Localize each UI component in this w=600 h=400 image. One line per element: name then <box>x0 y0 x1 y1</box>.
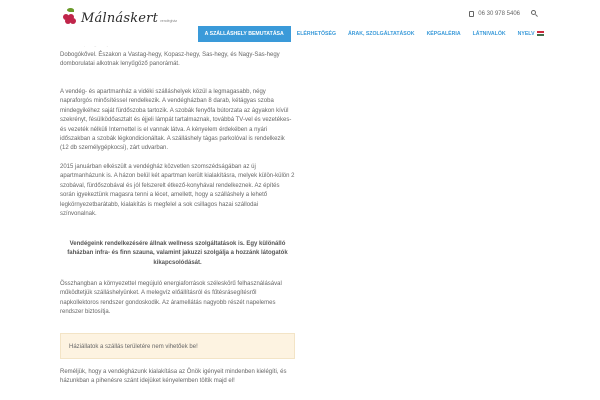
contact-bar <box>469 11 520 17</box>
phone-number[interactable]: 06 30 978 5406 <box>478 11 520 17</box>
main-nav <box>198 26 544 42</box>
paragraph-location: Dobogókővel. Északon a Vastag-hegy, Kopasz-hegy, Sas-hegy, és Nagy-Sas-hegy domborulatai alkotnak lenyűgöző panorámát. <box>60 52 280 68</box>
nav-item-gallery[interactable]: KÉPGALÉRIA <box>426 31 461 37</box>
paragraph-apartments: 2015 januárban elkészült a vendégház közvetlen szomszédságában az új apartmanházunk is. A házon belül két apartman került kialakításra, melyek külön-külön 2 szobával, fürdőszobával és jól felszerelt étkező-konyhával rendelkeznek. Az építés során igyekeztünk magasra tenni a lécet, amellett, hogy a szálláshely a lehető legkörnyezetbarátabb, kialakítás is megfelel a sok csillagos hazai szállodai színvonalnak. <box>60 164 295 218</box>
language-label: NYELV <box>517 31 535 37</box>
paragraph-wellness: Vendégeink rendelkezésére állnak wellness szolgáltatások is. Egy különálló faházban infra- és finn szauna, valamint jakuzzi szolgálja a hozzánk látogatók kikapcsolódását. <box>67 241 288 266</box>
logo-text: Málnáskert <box>81 10 159 26</box>
paragraph-closing: Reméljük, hogy a vendégházunk kialakítása az Önök igényeit mindenben kielégíti, és házunkban a pihenésre szánt idejüket kényelemben töltik majd el! <box>60 369 287 385</box>
logo[interactable] <box>62 10 177 26</box>
site-header <box>0 0 600 46</box>
nav-item-sights[interactable]: LÁTNIVALÓK <box>472 31 506 37</box>
raspberry-logo-icon <box>62 10 78 26</box>
phone-icon <box>469 11 474 17</box>
pet-notice: Háziállatok a szállás területére nem vihetőek be! <box>60 333 295 359</box>
logo-subtitle: vendégház <box>160 19 178 23</box>
nav-item-language[interactable] <box>512 26 544 42</box>
nav-item-contact[interactable]: ELÉRHETŐSÉG <box>296 31 336 37</box>
paragraph-energy: Összhangban a környezettel megújuló energiaforrások széleskörű felhasználásával működtetjük szálláshelyünket. A melegvíz előállításról és fűtésrásegítésről napkollektoros rendszer gondoskodik. Az áramellátás nagyobb részét napelemes rendszer biztosítja. <box>60 281 282 316</box>
nav-item-introduction[interactable]: A SZÁLLÁSHELY BEMUTATÁSA <box>198 26 291 42</box>
hungarian-flag-icon <box>537 31 544 36</box>
search-icon[interactable] <box>531 10 538 17</box>
nav-item-prices[interactable]: ÁRAK, SZOLGÁLTATÁSOK <box>347 31 415 37</box>
paragraph-guesthouse: A vendég- és apartmanház a vidéki szálláshelyek közül a legmagasabb, négy napraforgós minősítéssel rendelkezik. A vendégházban 8 darab, kétágyas szoba mindegyikéhez saját fürdőszoba tartozik. A szobák fenyőfa bútorzata az ágyakon kívül szekrényt, fésülködőasztalt és éjjeli lámpát tartalmaznak, továbbá TV-vel és vezetékes- és vezeték nélküli Internettel is el vannak látva. A kényelem érdekében a nyári időszakban a szobák légkondicionáltak. A szálláshely tágas parkolóval is rendelkezik (12 db személygépkocsi), zárt udvarban. <box>60 89 292 152</box>
